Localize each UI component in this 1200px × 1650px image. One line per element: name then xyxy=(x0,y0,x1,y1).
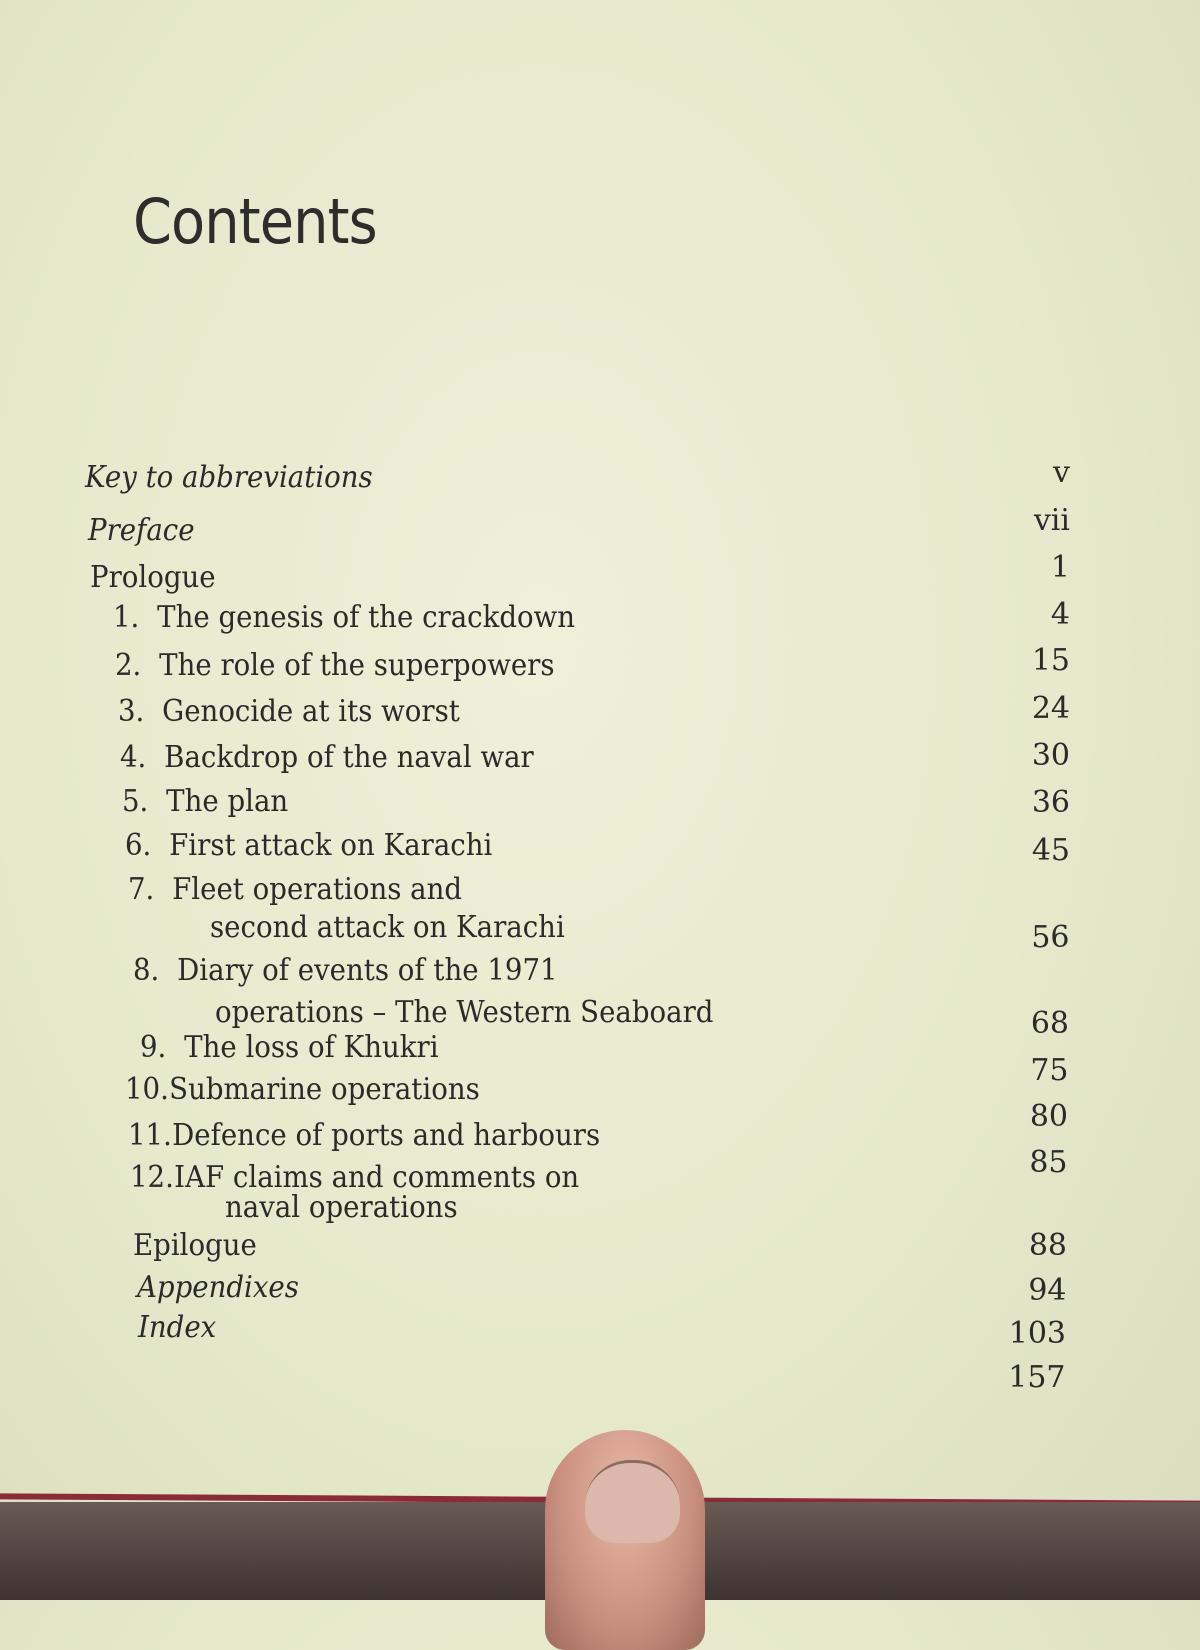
toc-entry xyxy=(90,560,216,595)
page-number: 103 xyxy=(1008,1316,1066,1351)
entry-title: Defence of ports and harbours xyxy=(172,1118,601,1153)
entry-title: Diary of events of the 1971 xyxy=(177,953,558,988)
toc-entry xyxy=(128,1118,600,1153)
toc-entry xyxy=(118,694,460,729)
toc-entry xyxy=(120,740,534,775)
entry-title-continuation: second attack on Karachi xyxy=(210,910,565,945)
entry-title: The loss of Khukri xyxy=(184,1030,439,1065)
entry-title: Index xyxy=(138,1310,217,1345)
entry-title: Fleet operations and xyxy=(172,872,463,907)
chapter-number: 5. xyxy=(122,784,149,819)
chapter-number: 3. xyxy=(118,694,145,729)
page-number: 80 xyxy=(1029,1099,1068,1134)
chapter-number: 12. xyxy=(130,1160,174,1195)
page-number: 85 xyxy=(1029,1145,1068,1180)
entry-title-continuation: naval operations xyxy=(225,1190,458,1225)
toc-entry xyxy=(122,784,288,819)
entry-title-continuation: operations – The Western Seaboard xyxy=(215,995,714,1030)
entry-title: Key to abbreviations xyxy=(85,460,373,495)
entry-title: The plan xyxy=(166,784,289,819)
entry-title: Prologue xyxy=(90,560,216,595)
entry-title: Backdrop of the naval war xyxy=(164,740,534,775)
entry-title: Epilogue xyxy=(133,1228,257,1263)
chapter-number: 1. xyxy=(113,600,140,635)
chapter-number: 11. xyxy=(128,1118,172,1153)
entry-title: Submarine operations xyxy=(169,1072,480,1107)
toc-entry xyxy=(138,1310,216,1345)
toc-entry xyxy=(137,1270,299,1305)
page-number: 94 xyxy=(1028,1273,1067,1308)
page-title: Contents xyxy=(133,185,377,258)
page-number: v xyxy=(1053,455,1070,490)
page-number: 157 xyxy=(1008,1360,1066,1395)
chapter-number: 9. xyxy=(140,1030,167,1065)
chapter-number: 2. xyxy=(115,648,142,683)
page-number: 1 xyxy=(1050,550,1070,585)
toc-entry xyxy=(88,513,195,548)
entry-title: The genesis of the crackdown xyxy=(157,600,576,635)
page-number: 75 xyxy=(1030,1053,1069,1088)
page-number: 15 xyxy=(1031,643,1070,678)
page-number: 36 xyxy=(1031,785,1070,820)
chapter-number: 7. xyxy=(128,872,155,907)
toc-entry xyxy=(115,648,555,683)
toc-entry xyxy=(125,1072,480,1107)
page-number: 4 xyxy=(1050,597,1070,632)
chapter-number: 6. xyxy=(125,828,152,863)
page-number: 68 xyxy=(1030,1006,1069,1041)
chapter-number: 10. xyxy=(125,1072,169,1107)
entry-title: Appendixes xyxy=(137,1270,299,1305)
page-number: 88 xyxy=(1028,1228,1067,1263)
page-number: 45 xyxy=(1031,833,1070,868)
toc-entry xyxy=(125,828,492,863)
entry-title: The role of the superpowers xyxy=(159,648,555,683)
toc-entry xyxy=(85,460,373,495)
page-number: 56 xyxy=(1031,920,1070,955)
toc-entry xyxy=(113,600,575,635)
page-number: vii xyxy=(1033,503,1070,538)
page-number: 30 xyxy=(1031,738,1070,773)
chapter-number: 4. xyxy=(120,740,147,775)
entry-title: IAF claims and comments on xyxy=(174,1160,580,1195)
entry-title: First attack on Karachi xyxy=(169,828,493,863)
toc-entry xyxy=(128,872,462,907)
toc-entry xyxy=(133,953,558,988)
chapter-number: 8. xyxy=(133,953,160,988)
toc-entry xyxy=(140,1030,439,1065)
entry-title: Genocide at its worst xyxy=(162,694,460,729)
page-number: 24 xyxy=(1031,691,1070,726)
entry-title: Preface xyxy=(88,513,195,548)
toc-entry xyxy=(133,1228,257,1263)
thumbnail-nail xyxy=(585,1460,680,1543)
